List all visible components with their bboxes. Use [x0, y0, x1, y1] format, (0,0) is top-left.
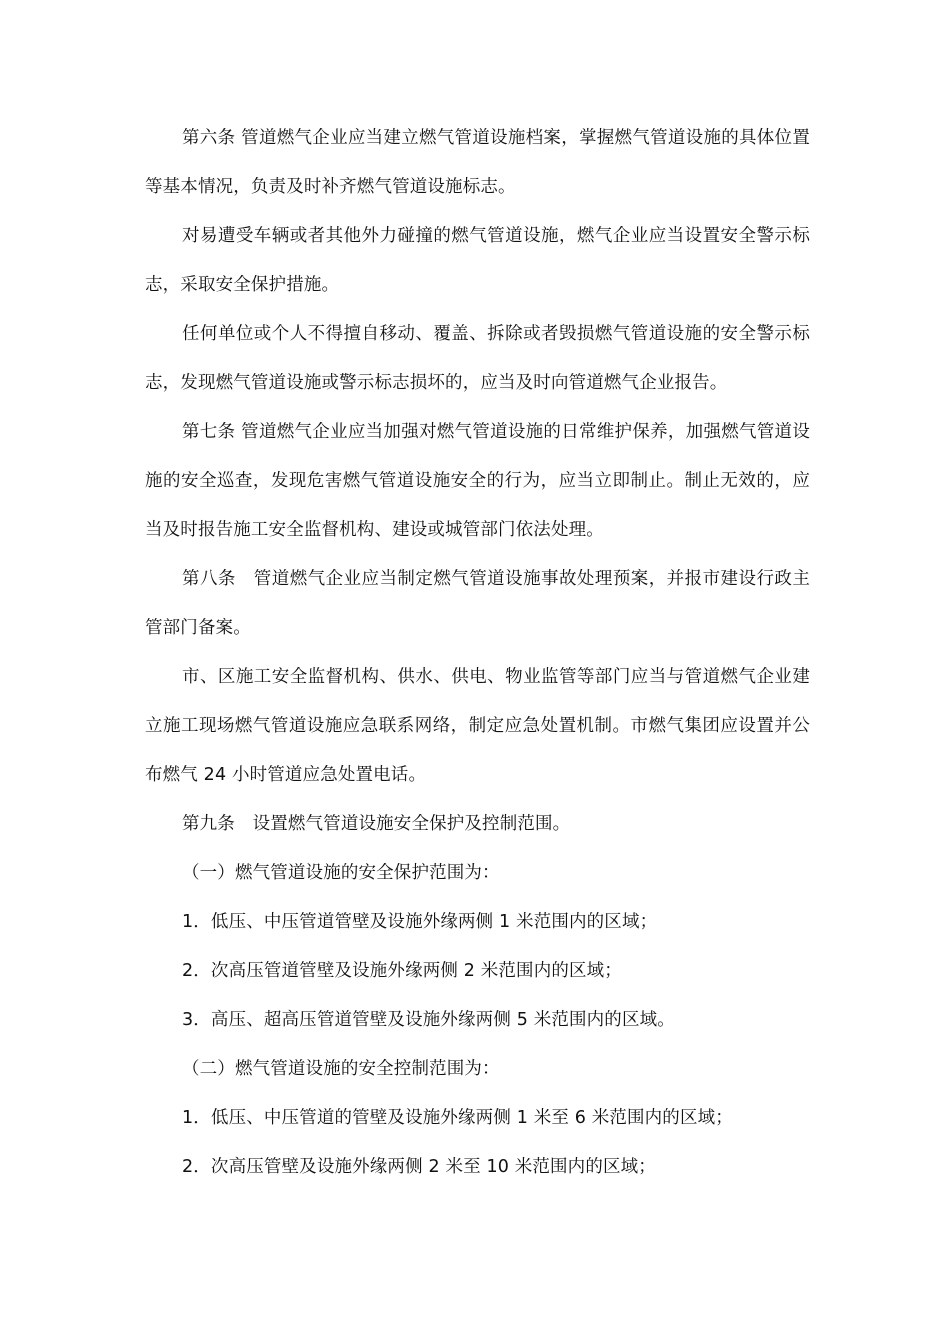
sign-protection-paragraph: 任何单位或个人不得擅自移动、覆盖、拆除或者毁损燃气管道设施的安全警示标志，发现燃气管道设施或警示标志损坏的，应当及时向管道燃气企业报告。	[145, 324, 810, 393]
collision-warning-paragraph: 对易遭受车辆或者其他外力碰撞的燃气管道设施，燃气企业应当设置安全警示标志，采取安全保护措施。	[145, 226, 810, 295]
protection-range-item-1: 1．低压、中压管道管壁及设施外缘两侧 1 米范围内的区域；	[182, 912, 658, 932]
protection-range-item-2: 2．次高压管道管壁及设施外缘两侧 2 米范围内的区域；	[182, 961, 622, 981]
control-range-item-2: 2．次高压管壁及设施外缘两侧 2 米至 10 米范围内的区域；	[182, 1157, 656, 1177]
protection-range-item-3: 3．高压、超高压管道管壁及设施外缘两侧 5 米范围内的区域。	[182, 1010, 675, 1030]
article-8-paragraph: 第八条 管道燃气企业应当制定燃气管道设施事故处理预案，并报市建设行政主管部门备案。	[145, 569, 810, 638]
protection-range-heading: （一）燃气管道设施的安全保护范围为：	[182, 863, 500, 883]
article-9-paragraph: 第九条 设置燃气管道设施安全保护及控制范围。	[182, 814, 571, 834]
document-body	[145, 114, 810, 1192]
control-range-item-1: 1．低压、中压管道的管壁及设施外缘两侧 1 米至 6 米范围内的区域；	[182, 1108, 733, 1128]
article-6-paragraph: 第六条 管道燃气企业应当建立燃气管道设施档案，掌握燃气管道设施的具体位置等基本情况，负责及时补齐燃气管道设施标志。	[145, 128, 810, 197]
control-range-heading: （二）燃气管道设施的安全控制范围为：	[182, 1059, 500, 1079]
emergency-network-paragraph: 市、区施工安全监督机构、供水、供电、物业监管等部门应当与管道燃气企业建立施工现场燃气管道设施应急联系网络，制定应急处置机制。市燃气集团应设置并公布燃气 24 小时管道应急处置电话。	[145, 667, 810, 785]
article-7-paragraph: 第七条 管道燃气企业应当加强对燃气管道设施的日常维护保养，加强燃气管道设施的安全巡查，发现危害燃气管道设施安全的行为，应当立即制止。制止无效的，应当及时报告施工安全监督机构、建设或城管部门依法处理。	[145, 422, 810, 540]
